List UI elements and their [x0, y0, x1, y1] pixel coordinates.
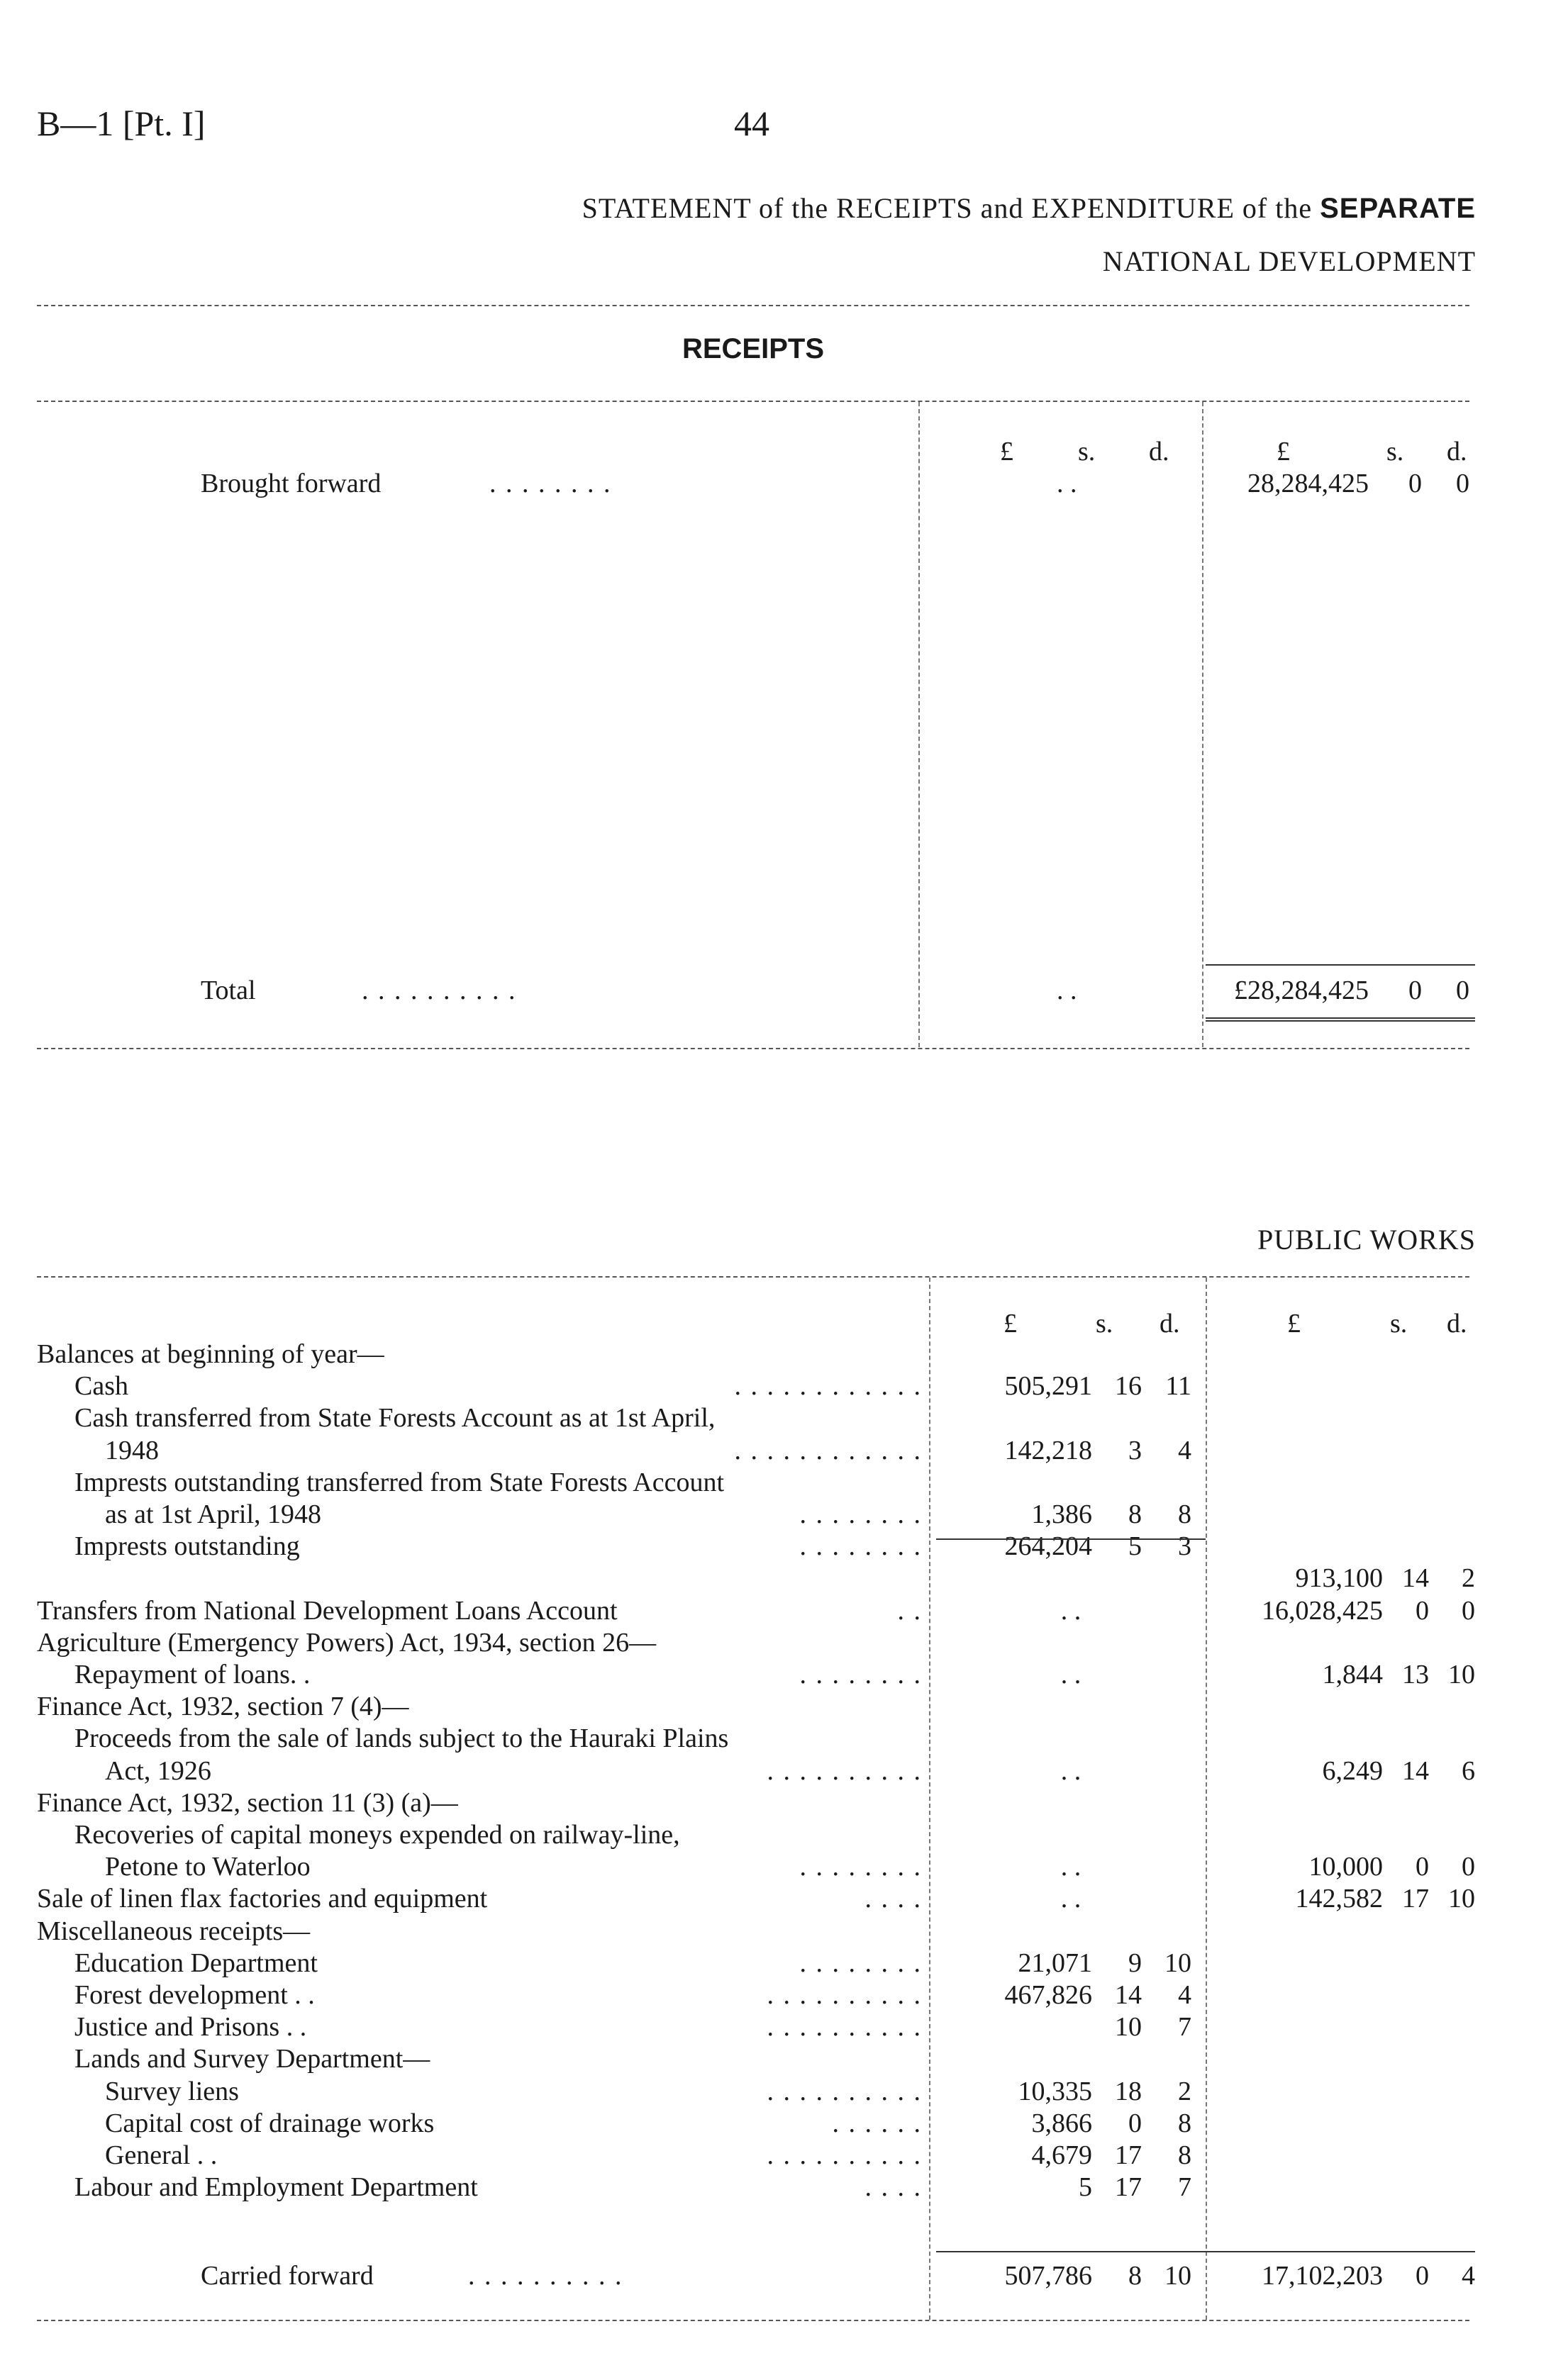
row-col2-pounds: 913,100	[1295, 1563, 1383, 1593]
pw-col2-pence-header: d.	[1447, 1309, 1467, 1339]
row-col2-shillings: 0	[1416, 1852, 1429, 1882]
col1-pence-header: d.	[1149, 437, 1169, 466]
row-label: Sale of linen flax factories and equipment	[37, 1884, 488, 1914]
row-col1-pounds: 142,218	[1004, 1436, 1092, 1465]
row-col2-pounds: 1,844	[1322, 1660, 1383, 1689]
carried-forward-over-rule	[936, 2251, 1475, 2252]
col1-divider-bottom	[929, 1278, 930, 2320]
row-label: Education Department	[74, 1948, 318, 1978]
row-col1-pence: 8	[1178, 2140, 1191, 2170]
row-col1-pounds: 505,291	[1004, 1371, 1092, 1401]
row-col2-pounds: 10,000	[1308, 1852, 1383, 1882]
row-label: Petone to Waterloo	[105, 1852, 311, 1882]
row-col2-pounds: 6,249	[1322, 1756, 1383, 1786]
row-label: Imprests outstanding transferred from State Forests Account	[74, 1468, 725, 1497]
row-col1-pence: 7	[1178, 2012, 1191, 2042]
col1-shillings-header: s.	[1078, 437, 1096, 466]
page-number: 44	[734, 104, 769, 143]
total-leader: . . . . . . . . . .	[362, 976, 517, 1005]
row-label: Agriculture (Emergency Powers) Act, 1934, section 26—	[37, 1628, 657, 1658]
row-col1-pounds: 4,679	[1031, 2140, 1092, 2170]
carried-forward-col2-shillings: 0	[1416, 2261, 1429, 2291]
row-label: Imprests outstanding	[74, 1531, 300, 1561]
row-col1-pence: 7	[1178, 2172, 1191, 2202]
col2-pence-header: d.	[1447, 437, 1467, 466]
row-col2-pence: 0	[1462, 1596, 1475, 1626]
col2-shillings-header: s.	[1386, 437, 1404, 466]
row-col1-dots: . .	[1060, 1884, 1082, 1914]
row-label: 1948	[105, 1436, 159, 1465]
total-label: Total	[201, 976, 256, 1005]
row-col1-shillings: 16	[1115, 1371, 1142, 1401]
row-col2-pence: 10	[1448, 1884, 1475, 1914]
row-leader-dots: . . . . . . . . . .	[767, 2077, 922, 2106]
row-leader-dots: . . . . . . . . . .	[767, 1756, 922, 1786]
public-works-heading: PUBLIC WORKS	[1257, 1224, 1476, 1256]
row-col2-shillings: 17	[1402, 1884, 1429, 1914]
brought-forward-leader: . . . . . . . .	[489, 469, 612, 498]
row-label: Capital cost of drainage works	[105, 2108, 435, 2138]
row-col1-dots: . .	[1060, 1756, 1082, 1786]
row-col1-shillings: 14	[1115, 1980, 1142, 2010]
row-leader-dots: . . . . . . . .	[799, 1531, 922, 1561]
row-label: Balances at beginning of year—	[37, 1339, 384, 1369]
brought-forward-pounds: 28,284,425	[1247, 469, 1369, 498]
row-col1-dots: . .	[1060, 1596, 1082, 1626]
row-col2-shillings: 0	[1416, 1596, 1429, 1626]
receipts-heading: RECEIPTS	[682, 333, 825, 364]
row-label: Proceeds from the sale of lands subject to the Hauraki Plains	[74, 1723, 729, 1753]
pw-col2-pound-sign: £	[1287, 1309, 1301, 1339]
brought-forward-shillings: 0	[1408, 469, 1422, 498]
carried-forward-col1-pounds: 507,786	[1004, 2261, 1092, 2291]
row-col1-shillings: 17	[1115, 2140, 1142, 2170]
col1-pound-sign: £	[1000, 437, 1013, 466]
statement-title-line1	[582, 191, 1476, 225]
row-col1-pence: 2	[1178, 2077, 1191, 2106]
title-rule	[37, 305, 1469, 306]
brought-forward-pence: 0	[1456, 469, 1469, 498]
title-bold-word: SEPARATE	[1320, 193, 1476, 224]
row-col1-pence: 4	[1178, 1980, 1191, 2010]
row-col1-shillings: 8	[1128, 1499, 1142, 1529]
row-col1-pounds: 3,866	[1031, 2108, 1092, 2138]
carried-forward-leader: . . . . . . . . . .	[468, 2261, 623, 2291]
total-shillings: 0	[1408, 976, 1422, 1005]
row-col2-shillings: 13	[1402, 1660, 1429, 1689]
row-col1-shillings: 17	[1115, 2172, 1142, 2202]
col2-divider-bottom	[1206, 1278, 1207, 2320]
row-label: Recoveries of capital moneys expended on railway-line,	[74, 1820, 680, 1850]
row-leader-dots: . . . . . . . . . .	[767, 1980, 922, 2010]
row-col1-pounds: 467,826	[1004, 1980, 1092, 2010]
carried-forward-col1-pence: 10	[1164, 2261, 1191, 2291]
row-col1-pence: 8	[1178, 1499, 1191, 1529]
row-col2-pounds: 16,028,425	[1262, 1596, 1383, 1626]
row-col1-shillings: 10	[1115, 2012, 1142, 2042]
row-col2-pence: 6	[1462, 1756, 1475, 1786]
col2-pound-sign: £	[1277, 437, 1290, 466]
row-col1-pence: 3	[1178, 1531, 1191, 1561]
total-pounds: £28,284,425	[1234, 976, 1369, 1005]
row-col1-pounds: 10,335	[1018, 2077, 1092, 2106]
row-col2-shillings: 14	[1402, 1563, 1429, 1593]
row-leader-dots: . . . . . . . .	[799, 1948, 922, 1978]
row-col2-pounds: 142,582	[1295, 1884, 1383, 1914]
row-col1-pounds: 264,204	[1004, 1531, 1092, 1561]
brought-forward-col1: . .	[1057, 469, 1077, 498]
row-col2-shillings: 14	[1402, 1756, 1429, 1786]
row-col1-pounds: 5	[1079, 2172, 1092, 2202]
section-reference: B—1 [Pt. I]	[37, 104, 206, 143]
row-label: Cash	[74, 1371, 128, 1401]
public-works-rule	[37, 1276, 1469, 1278]
row-col1-pence: 10	[1164, 1948, 1191, 1978]
total-pence: 0	[1456, 976, 1469, 1005]
pw-col1-pence-header: d.	[1160, 1309, 1180, 1339]
row-col2-pence: 2	[1462, 1563, 1475, 1593]
balances-subtotal-rule	[936, 1538, 1206, 1540]
carried-forward-col2-pounds: 17,102,203	[1262, 2261, 1383, 2291]
row-label: Repayment of loans. .	[74, 1660, 311, 1689]
receipts-bottom-rule	[37, 1048, 1469, 1049]
row-leader-dots: . . . . . . . . . .	[767, 2140, 922, 2170]
statement-title-line2: NATIONAL DEVELOPMENT	[1102, 245, 1476, 277]
title-prefix: STATEMENT of the RECEIPTS and EXPENDITURE of the	[582, 192, 1313, 224]
row-label: Transfers from National Development Loans Account	[37, 1596, 618, 1626]
row-label: Finance Act, 1932, section 11 (3) (a)—	[37, 1788, 458, 1818]
row-label: Lands and Survey Department—	[74, 2044, 430, 2074]
row-leader-dots: . . . . . . . .	[799, 1852, 922, 1882]
total-double-rule	[1206, 1017, 1475, 1022]
col1-divider-top	[918, 402, 920, 1047]
row-label: Survey liens	[105, 2077, 239, 2106]
row-label: Justice and Prisons . .	[74, 2012, 307, 2042]
row-leader-dots: . .	[897, 1596, 922, 1626]
row-leader-dots: . . . . . . . . . .	[767, 2012, 922, 2042]
row-col2-pence: 10	[1448, 1660, 1475, 1689]
row-label: as at 1st April, 1948	[105, 1499, 322, 1529]
row-col1-pounds: 21,071	[1018, 1948, 1092, 1978]
row-label: General . .	[105, 2140, 218, 2170]
row-label: Act, 1926	[105, 1756, 211, 1786]
col2-divider-top	[1202, 402, 1203, 1047]
row-label: Miscellaneous receipts—	[37, 1916, 311, 1946]
carried-forward-label: Carried forward	[201, 2261, 374, 2291]
row-col2-pence: 0	[1462, 1852, 1475, 1882]
row-col1-dots: . .	[1060, 1660, 1082, 1689]
pw-col2-shillings-header: s.	[1390, 1309, 1408, 1339]
row-leader-dots: . . . .	[864, 1884, 922, 1914]
row-col1-dots: . .	[1060, 1852, 1082, 1882]
row-label: Finance Act, 1932, section 7 (4)—	[37, 1692, 409, 1721]
row-leader-dots: . . . .	[864, 2172, 922, 2202]
row-leader-dots: . . . . . . . .	[799, 1660, 922, 1689]
row-col1-shillings: 5	[1128, 1531, 1142, 1561]
row-leader-dots: . . . . . . . . . . . .	[734, 1436, 922, 1465]
row-col1-shillings: 3	[1128, 1436, 1142, 1465]
row-col1-shillings: 9	[1128, 1948, 1142, 1978]
pw-col1-pound-sign: £	[1003, 1309, 1017, 1339]
row-label: Labour and Employment Department	[74, 2172, 478, 2202]
pw-col1-shillings-header: s.	[1096, 1309, 1113, 1339]
page-bottom-rule	[37, 2320, 1469, 2321]
row-col1-shillings: 0	[1128, 2108, 1142, 2138]
carried-forward-col1-shillings: 8	[1128, 2261, 1142, 2291]
carried-forward-col2-pence: 4	[1462, 2261, 1475, 2291]
total-over-rule	[1206, 964, 1475, 966]
row-label: Cash transferred from State Forests Account as at 1st April,	[74, 1403, 716, 1433]
row-col1-pence: 11	[1165, 1371, 1191, 1401]
row-leader-dots: . . . . . . . .	[799, 1499, 922, 1529]
row-col1-pence: 4	[1178, 1436, 1191, 1465]
brought-forward-label: Brought forward	[201, 469, 382, 498]
row-col1-pence: 8	[1178, 2108, 1191, 2138]
row-leader-dots: . . . . . . . . . . . .	[734, 1371, 922, 1401]
row-col1-shillings: 18	[1115, 2077, 1142, 2106]
row-col1-pounds: 1,386	[1031, 1499, 1092, 1529]
row-leader-dots: . . . . . .	[832, 2108, 922, 2138]
total-col1: . .	[1057, 976, 1077, 1005]
receipts-rule	[37, 401, 1469, 402]
row-label: Forest development . .	[74, 1980, 315, 2010]
